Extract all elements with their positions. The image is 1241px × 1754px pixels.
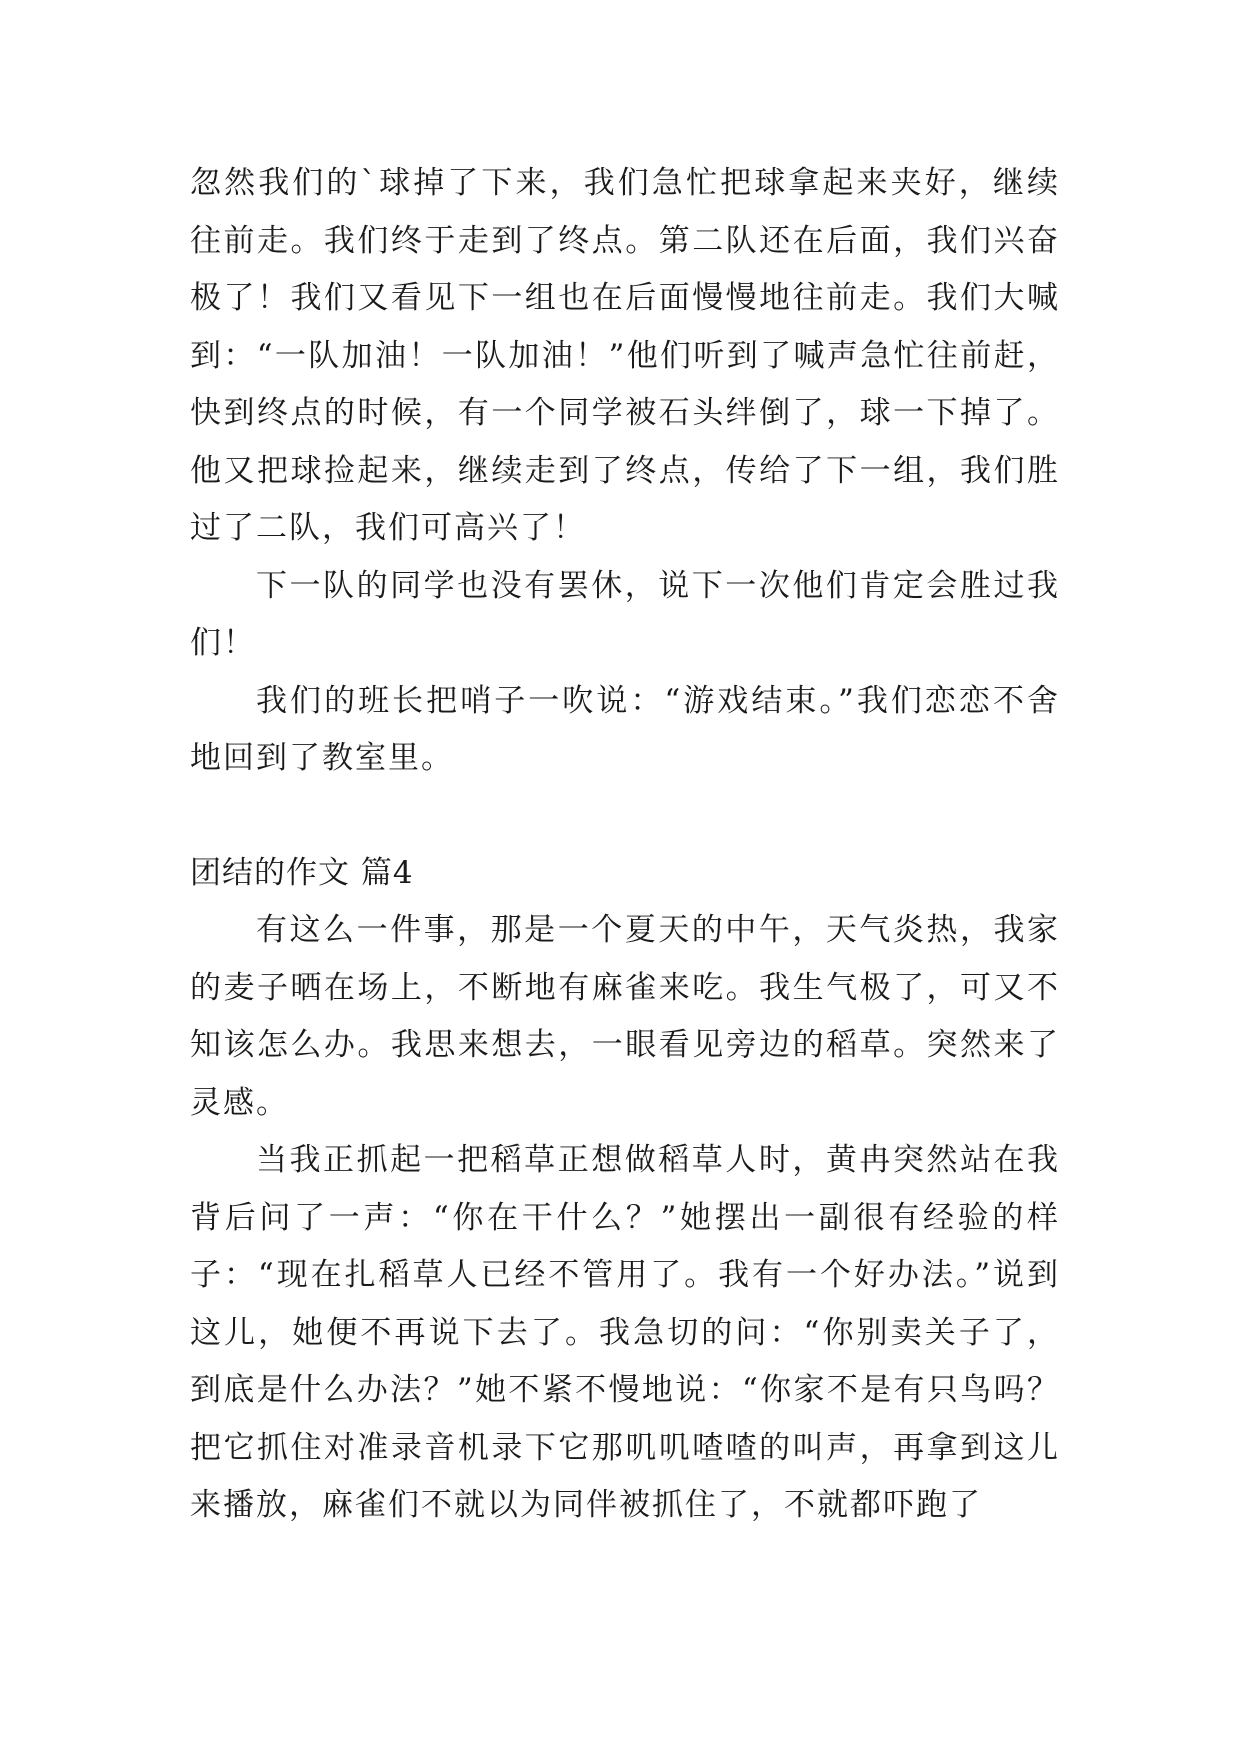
paragraph-2: 下一队的同学也没有罢休，说下一次他们肯定会胜过我们！ <box>190 567 1060 661</box>
paragraph-5: 当我正抓起一把稻草正想做稻草人时，黄冉突然站在我背后问了一声：“你在干什么？”她摆出一副很有经验的样子：“现在扎稻草人已经不管用了。我有一个好办法。”说到这儿，她便不再说下去了。我急切的问：“你别卖关子了，到底是什么办法？”她不紧不慢地说：“你家不是有只鸟吗？把它抓住对准录音机录下它那叽叽喳喳的叫声，再拿到这儿来播放，麻雀们不就以为同伴被抓住了，不就都吓跑了 <box>190 1142 1060 1523</box>
paragraph-4: 有这么一件事，那是一个夏天的中午，天气炎热，我家的麦子晒在场上，不断地有麻雀来吃。我生气极了，可又不知该怎么办。我思来想去，一眼看见旁边的稻草。突然来了灵感。 <box>190 912 1060 1121</box>
section-heading: 团结的作文 篇4 <box>190 854 414 891</box>
paragraph-3: 我们的班长把哨子一吹说：“游戏结束。”我们恋恋不舍地回到了教室里。 <box>190 682 1060 776</box>
document-body <box>190 155 1060 1535</box>
paragraph-1: 忽然我们的`球掉了下来，我们急忙把球拿起来夹好，继续往前走。我们终于走到了终点。第二队还在后面，我们兴奋极了！我们又看见下一组也在后面慢慢地往前走。我们大喊到：“一队加油！一队加油！”他们听到了喊声急忙往前赶，快到终点的时候，有一个同学被石头绊倒了，球一下掉了。他又把球捡起来，继续走到了终点，传给了下一组，我们胜过了二队，我们可高兴了！ <box>190 165 1060 546</box>
